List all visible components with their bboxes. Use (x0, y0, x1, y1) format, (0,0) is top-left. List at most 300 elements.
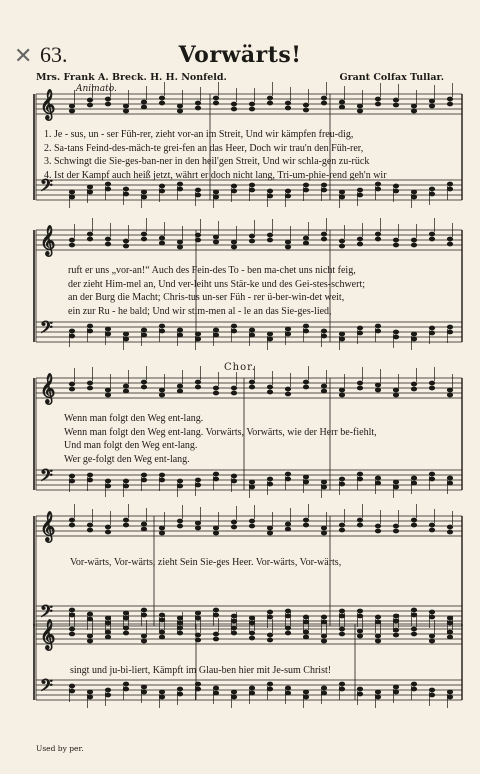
note-head (357, 629, 362, 633)
note-head (411, 627, 416, 631)
note-head (69, 684, 74, 688)
note-head (339, 482, 344, 486)
note-head (375, 383, 380, 387)
note-head (393, 243, 398, 247)
note-head (357, 687, 362, 691)
verse-line: 2. Sa-tans Feind-des-mäch-te grei-fen an das Heer, Doch wir trau'n den Füh-rer, (44, 142, 364, 154)
note-head (375, 232, 380, 236)
note-head (231, 324, 236, 328)
note-head (87, 237, 92, 241)
note-head (429, 232, 434, 236)
note-head (177, 187, 182, 191)
note-head (339, 393, 344, 397)
note-head (69, 190, 74, 194)
note-head (123, 104, 128, 108)
note-head (105, 479, 110, 483)
note-head (249, 234, 254, 238)
note-head (141, 195, 146, 199)
note-head (447, 330, 452, 334)
note-head (105, 182, 110, 186)
note-head (195, 193, 200, 197)
note-head (123, 187, 128, 191)
note-head (231, 102, 236, 106)
note-head (231, 690, 236, 694)
note-head (321, 389, 326, 393)
note-head (447, 187, 452, 191)
note-head (105, 327, 110, 331)
note-head (357, 692, 362, 696)
note-head (411, 523, 416, 527)
note-head (447, 242, 452, 246)
note-head (321, 384, 326, 388)
note-head (159, 473, 164, 477)
note-head (303, 475, 308, 479)
note-head (141, 685, 146, 689)
note-head (357, 237, 362, 241)
treble-clef-icon: 𝄞 (40, 90, 56, 120)
note-head (69, 243, 74, 247)
note-head (177, 484, 182, 488)
note-head (141, 690, 146, 694)
note-head (231, 626, 236, 630)
note-head (429, 237, 434, 241)
note-head (321, 188, 326, 192)
note-head (267, 238, 272, 242)
note-head (123, 518, 128, 522)
note-head (393, 393, 398, 397)
note-head (285, 609, 290, 613)
note-head (357, 609, 362, 613)
note-head (411, 476, 416, 480)
note-head (303, 324, 308, 328)
note-head (303, 385, 308, 389)
note-head (69, 104, 74, 108)
note-head (159, 393, 164, 397)
note-head (393, 633, 398, 637)
note-head (357, 242, 362, 246)
note-head (195, 483, 200, 487)
note-head (357, 331, 362, 335)
note-head (105, 616, 110, 620)
note-head (177, 519, 182, 523)
note-head (249, 691, 254, 695)
note-head (411, 481, 416, 485)
note-head (87, 523, 92, 527)
bass-clef-icon: 𝄢 (40, 465, 53, 489)
note-head (231, 329, 236, 333)
verse-line: ruft er uns „vor-an!“ Auch des Fein-des To - ben ma-chet uns nicht feig, (68, 265, 356, 276)
note-head (141, 105, 146, 109)
note-head (159, 184, 164, 188)
note-head (321, 691, 326, 695)
note-head (141, 613, 146, 617)
note-head (195, 238, 200, 242)
note-head (429, 386, 434, 390)
note-head (195, 332, 200, 336)
note-head (231, 245, 236, 249)
treble-clef-icon: 𝄞 (40, 374, 56, 404)
note-head (285, 686, 290, 690)
note-head (213, 391, 218, 395)
note-head (339, 105, 344, 109)
note-head (159, 101, 164, 105)
note-head (267, 332, 272, 336)
hymn-title: Vorwärts! (178, 42, 302, 68)
note-head (447, 102, 452, 106)
note-head (69, 632, 74, 636)
note-head (177, 245, 182, 249)
note-head (177, 626, 182, 630)
note-head (195, 687, 200, 691)
note-head (69, 109, 74, 113)
note-head (195, 337, 200, 341)
note-head (177, 384, 182, 388)
note-head (357, 518, 362, 522)
note-head (195, 101, 200, 105)
note-head (339, 337, 344, 341)
note-head (411, 518, 416, 522)
note-head (339, 614, 344, 618)
note-head (69, 523, 74, 527)
note-head (447, 393, 452, 397)
note-head (339, 687, 344, 691)
note-head (267, 633, 272, 637)
note-head (141, 385, 146, 389)
note-head (303, 380, 308, 384)
note-head (159, 526, 164, 530)
note-head (339, 244, 344, 248)
note-head (231, 189, 236, 193)
note-head (429, 104, 434, 108)
note-head (321, 101, 326, 105)
note-head (303, 329, 308, 333)
note-head (105, 621, 110, 625)
note-head (303, 188, 308, 192)
note-head (195, 478, 200, 482)
note-head (159, 189, 164, 193)
note-head (105, 242, 110, 246)
note-head (285, 106, 290, 110)
note-head (321, 634, 326, 638)
note-head (195, 521, 200, 525)
note-head (339, 632, 344, 636)
note-head (249, 616, 254, 620)
chorus-line: Wenn man folgt den Weg ent-lang. (64, 413, 204, 424)
note-head (285, 387, 290, 391)
note-head (213, 686, 218, 690)
note-head (267, 531, 272, 535)
note-head (141, 380, 146, 384)
verse-line: ein zur Ru - he bald; Und wir stim-men al - le an das Sie-ges-lied, (68, 305, 332, 317)
note-head (87, 232, 92, 236)
verse-block-2 (68, 264, 365, 318)
note-head (267, 385, 272, 389)
note-head (177, 687, 182, 691)
note-head (159, 388, 164, 392)
note-head (303, 620, 308, 624)
note-head (447, 388, 452, 392)
note-head (267, 96, 272, 100)
note-head (105, 97, 110, 101)
note-head (141, 639, 146, 643)
note-head (429, 477, 434, 481)
note-head (141, 333, 146, 337)
note-head (159, 96, 164, 100)
chorus-line-c: singt und ju-bi-liert, Kämpft im Glau-ben hier mit Je-sum Christ! (70, 665, 332, 676)
note-head (339, 528, 344, 532)
note-head (375, 102, 380, 106)
note-head (159, 531, 164, 535)
note-head (105, 688, 110, 692)
note-head (123, 384, 128, 388)
note-head (393, 614, 398, 618)
verse-block-1 (44, 128, 387, 182)
note-head (339, 627, 344, 631)
note-head (447, 690, 452, 694)
note-head (105, 102, 110, 106)
note-head (195, 638, 200, 642)
note-head (69, 195, 74, 199)
note-head (429, 634, 434, 638)
note-head (303, 695, 308, 699)
note-head (249, 480, 254, 484)
note-head (159, 690, 164, 694)
chorus-block-1 (64, 412, 377, 466)
note-head (177, 109, 182, 113)
note-head (375, 481, 380, 485)
note-head (321, 686, 326, 690)
note-head (87, 324, 92, 328)
chorus-line-b: Vor-wärts, Vor-wärts, zieht Sein Sie-ges Heer. Vor-wärts, Vor-wärts, (70, 557, 342, 568)
note-head (87, 381, 92, 385)
bass-clef-icon: 𝄢 (40, 675, 53, 699)
note-head (87, 329, 92, 333)
note-head (393, 103, 398, 107)
note-head (123, 616, 128, 620)
note-head (393, 485, 398, 489)
note-head (303, 635, 308, 639)
note-head (249, 183, 254, 187)
note-head (213, 101, 218, 105)
note-head (357, 104, 362, 108)
note-head (411, 332, 416, 336)
note-head (321, 526, 326, 530)
note-head (141, 190, 146, 194)
note-head (285, 189, 290, 193)
note-head (213, 531, 218, 535)
note-head (357, 188, 362, 192)
tempo-marking: Animato. (76, 84, 117, 94)
note-head (141, 522, 146, 526)
note-head (213, 613, 218, 617)
note-head (141, 527, 146, 531)
note-head (213, 333, 218, 337)
note-head (339, 682, 344, 686)
note-head (195, 106, 200, 110)
note-head (69, 334, 74, 338)
note-head (285, 527, 290, 531)
note-head (393, 184, 398, 188)
note-head (411, 243, 416, 247)
note-head (87, 690, 92, 694)
note-head (249, 239, 254, 243)
note-head (231, 240, 236, 244)
note-head (267, 526, 272, 530)
note-head (357, 472, 362, 476)
note-head (123, 192, 128, 196)
verse-line: 3. Schwingt die Sie-ges-ban-ner in den heil'gen Streit, Und wir schla-gen zu-rück (44, 156, 370, 167)
note-head (231, 520, 236, 524)
note-head (141, 328, 146, 332)
note-head (285, 332, 290, 336)
note-head (285, 240, 290, 244)
note-head (213, 637, 218, 641)
note-head (429, 615, 434, 619)
note-head (447, 616, 452, 620)
note-head (267, 682, 272, 686)
note-head (249, 385, 254, 389)
note-head (231, 631, 236, 635)
note-head (357, 477, 362, 481)
note-head (231, 619, 236, 623)
note-head (357, 193, 362, 197)
note-head (159, 329, 164, 333)
note-head (303, 480, 308, 484)
note-head (87, 639, 92, 643)
bass-clef-icon: 𝄢 (40, 601, 53, 625)
note-head (393, 189, 398, 193)
note-head (141, 100, 146, 104)
note-head (303, 236, 308, 240)
note-head (249, 621, 254, 625)
note-head (393, 628, 398, 632)
note-head (87, 103, 92, 107)
note-head (105, 388, 110, 392)
note-head (339, 239, 344, 243)
note-head (375, 187, 380, 191)
note-head (303, 523, 308, 527)
note-head (123, 479, 128, 483)
note-head (69, 627, 74, 631)
note-head (213, 190, 218, 194)
note-head (249, 107, 254, 111)
note-head (411, 104, 416, 108)
note-head (375, 182, 380, 186)
note-head (393, 685, 398, 689)
note-head (87, 528, 92, 532)
note-head (195, 233, 200, 237)
note-head (213, 526, 218, 530)
note-head (357, 386, 362, 390)
note-head (231, 107, 236, 111)
chorus-label: Chor. (224, 362, 256, 373)
note-head (339, 388, 344, 392)
note-head (447, 525, 452, 529)
note-head (357, 614, 362, 618)
note-head (159, 613, 164, 617)
note-head (249, 102, 254, 106)
note-head (411, 687, 416, 691)
chorus-line: Wer ge-folgt den Weg ent-lang. (64, 453, 190, 465)
note-head (321, 531, 326, 535)
note-head (447, 530, 452, 534)
note-head (321, 485, 326, 489)
note-head (375, 639, 380, 643)
note-head (123, 109, 128, 113)
note-head (123, 611, 128, 615)
note-head (105, 693, 110, 697)
note-head (447, 481, 452, 485)
note-head (411, 632, 416, 636)
note-head (447, 182, 452, 186)
note-head (123, 631, 128, 635)
note-head (69, 387, 74, 391)
treble-clef-icon: 𝄞 (40, 620, 56, 650)
note-head (393, 619, 398, 623)
note-head (123, 244, 128, 248)
note-head (339, 195, 344, 199)
note-head (177, 692, 182, 696)
note-head (447, 695, 452, 699)
note-head (321, 183, 326, 187)
note-head (429, 99, 434, 103)
note-head (123, 484, 128, 488)
author-credit: Mrs. Frank A. Breck. H. H. Nonfeld. (36, 72, 227, 83)
note-head (321, 237, 326, 241)
note-head (213, 608, 218, 612)
cross-mark-icon: ✕ (14, 44, 33, 69)
note-head (87, 617, 92, 621)
note-head (375, 324, 380, 328)
note-head (69, 518, 74, 522)
note-head (375, 634, 380, 638)
note-head (69, 238, 74, 242)
note-head (159, 635, 164, 639)
note-head (105, 393, 110, 397)
note-head (267, 194, 272, 198)
note-head (231, 695, 236, 699)
note-head (303, 615, 308, 619)
note-head (123, 337, 128, 341)
note-head (393, 330, 398, 334)
note-head (141, 237, 146, 241)
note-head (249, 631, 254, 635)
note-head (213, 235, 218, 239)
note-head (285, 614, 290, 618)
note-head (177, 240, 182, 244)
composer-credit: Grant Colfax Tullar. (339, 72, 444, 83)
note-head (87, 386, 92, 390)
note-head (285, 101, 290, 105)
chorus-line: Wenn man folgt den Weg ent-lang. Vorwärts, Vorwärts, wie der Herr be-fiehlt, (64, 426, 377, 438)
note-head (123, 626, 128, 630)
note-head (69, 479, 74, 483)
note-head (231, 391, 236, 395)
note-head (375, 695, 380, 699)
note-head (195, 682, 200, 686)
note-head (249, 188, 254, 192)
note-head (195, 611, 200, 615)
verse-line: der zieht Him-mel an, Und ver-leiht uns Stär-ke und des Gei-stes-schwert; (68, 278, 366, 290)
note-head (159, 324, 164, 328)
note-head (411, 190, 416, 194)
note-head (249, 333, 254, 337)
note-head (411, 387, 416, 391)
note-head (249, 485, 254, 489)
note-head (285, 631, 290, 635)
note-head (231, 479, 236, 483)
note-head (357, 523, 362, 527)
